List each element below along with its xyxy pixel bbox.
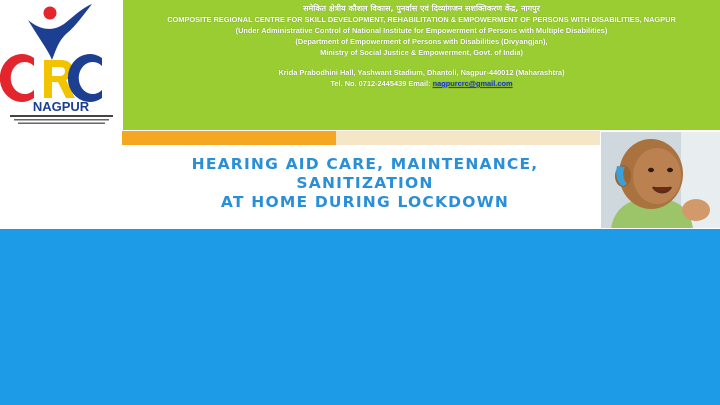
child-photo-graphic [601,132,720,228]
header-tel: Tel. No. 0712-2445439 Email: [330,79,431,88]
accent-strip-orange [122,131,336,145]
logo-letter-c1 [0,54,34,102]
logo-text: NAGPUR [32,99,90,114]
logo-subtext-line-1 [10,115,113,117]
header-gap [123,58,720,67]
logo-figure-head [44,7,57,20]
header-line-2: (Under Administrative Control of National Institute for Empowerment of Persons with Multiple Disabilities) [235,26,608,35]
crc-logo [0,0,123,130]
logo-figure-body [28,4,92,60]
slide-title-line-2: AT HOME DURING LOCKDOWN [220,193,510,211]
accent-strip-beige [336,131,600,145]
logo-subtext-line-3 [18,123,105,125]
crc-logo-graphic [0,0,123,130]
header-line-4: Ministry of Social Justice & Empowerment, Govt. of India) [320,48,523,57]
email-link[interactable]: nagpurcrc@gmail.com [432,79,513,88]
slide-title-line-1: HEARING AID CARE, MAINTENANCE, SANITIZATION [191,155,539,192]
logo-subtext-line-2 [14,119,109,121]
header-address: Krida Prabodhini Hall, Yashwant Stadium, Dhantoli, Nagpur-440012 (Maharashtra) [278,68,565,77]
header-band [123,0,720,130]
header-english-line: COMPOSITE REGIONAL CENTRE FOR SKILL DEVELOPMENT, REHABILITATION & EMPOWERMENT OF PERSONS WITH DISABILITIES, NAGPUR [167,15,676,24]
slide-title [125,155,605,212]
header-line-3: (Department of Empowerment of Persons with Disabilities (Divyangjan), [295,37,548,46]
child-hearing-aid-photo [601,132,720,228]
blue-content-band [0,229,720,405]
header-contact [123,78,720,89]
header-hindi-line: समेकित क्षेत्रीय कौशल विकास, पुनर्वास एवं दिव्यांगजन सशक्तिकरण केंद्र, नागपुर [303,4,540,13]
